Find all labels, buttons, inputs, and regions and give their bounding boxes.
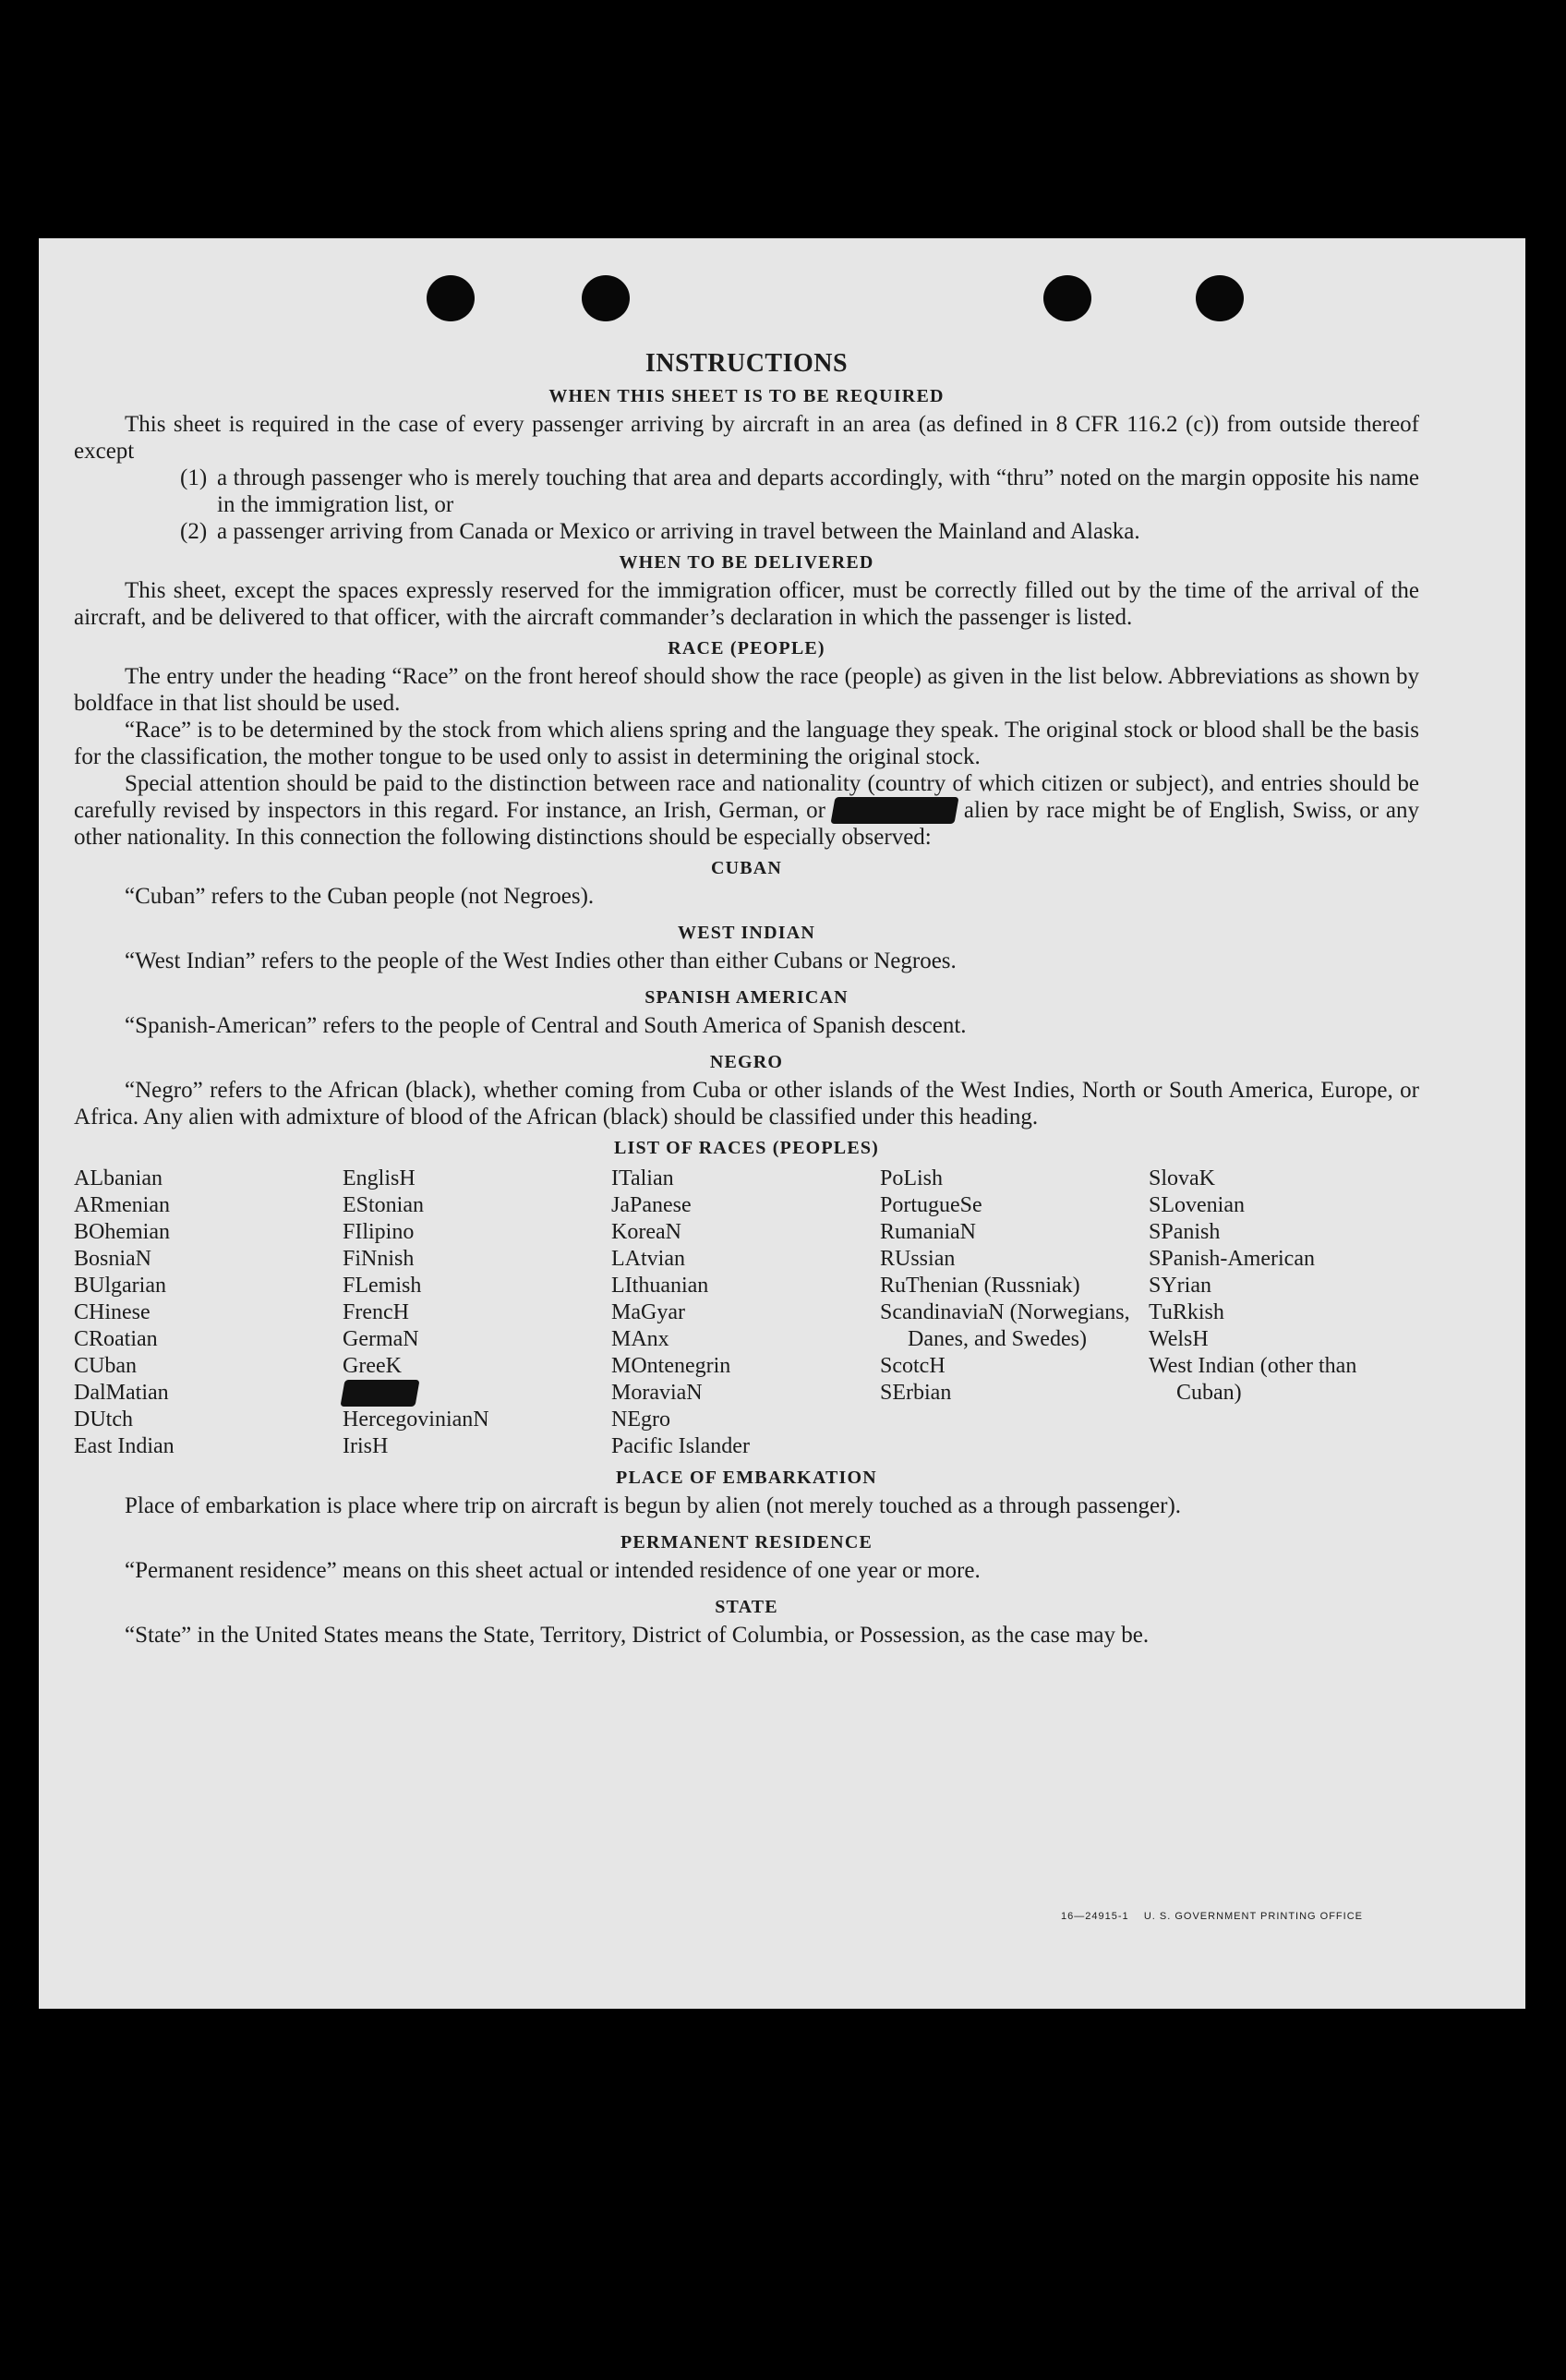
race-entry: MAnx [611, 1327, 669, 1351]
races-list [74, 1166, 1419, 1460]
races-column-2 [343, 1166, 611, 1460]
heading-embarkation: PLACE OF EMBARKATION [616, 1468, 877, 1488]
race-entry: ScotcH [880, 1354, 946, 1378]
race-entry: PoLish [880, 1166, 944, 1190]
race-entry: ALbanian [74, 1166, 163, 1190]
heading-permanent-residence: PERMANENT RESIDENCE [620, 1532, 873, 1552]
state-text: “State” in the United States means the State, Territory, District of Columbia, or Possession, as the case may be. [125, 1623, 1150, 1648]
race-entry: IrisH [343, 1434, 389, 1458]
race-entry: FIlipino [343, 1220, 415, 1244]
document-body [74, 349, 1419, 1649]
race-entry: MaGyar [611, 1300, 685, 1324]
race-entry: RumaniaN [880, 1220, 976, 1244]
race-entry: EStonian [343, 1193, 424, 1217]
punch-hole [1196, 275, 1244, 321]
race-entry: BUlgarian [74, 1274, 166, 1298]
race-entry: ITalian [611, 1166, 674, 1190]
race-paragraph-1: The entry under the heading “Race” on the front hereof should show the race (people) as given in the list below. Abbreviations as shown by boldface in that list should be used. [74, 664, 1419, 716]
instruction-sheet [39, 238, 1525, 2009]
race-entry: BOhemian [74, 1220, 170, 1244]
race-entry: West Indian (other than Cuban) [1149, 1354, 1357, 1405]
cuban-text: “Cuban” refers to the Cuban people (not Negroes). [125, 884, 595, 909]
exception-item-1 [180, 465, 1419, 518]
heading-cuban: CUBAN [710, 858, 783, 878]
race-entry: FiNnish [343, 1247, 415, 1271]
residence-text: “Permanent residence” means on this sheet actual or intended residence of one year or more. [125, 1558, 981, 1583]
race-entry: MOntenegrin [611, 1354, 731, 1378]
spanish-american-text: “Spanish-American” refers to the people of Central and South America of Spanish descent. [125, 1013, 967, 1038]
race-entry: GermaN [343, 1327, 419, 1351]
heading-state: STATE [715, 1597, 778, 1617]
race-entry: FrencH [343, 1300, 409, 1324]
race-entry-redacted [343, 1380, 611, 1407]
exception-number: (1) [180, 465, 208, 490]
races-column-4 [880, 1166, 1149, 1460]
race-entry: RuThenian (Russniak) [880, 1274, 1080, 1298]
exception-text: a passenger arriving from Canada or Mexico or arriving in travel between the Mainland and Alaska. [217, 519, 1140, 544]
race-entry: SlovaK [1149, 1166, 1215, 1190]
print-code [1061, 1911, 1363, 1922]
heading-west-indian: WEST INDIAN [678, 923, 815, 943]
race-paragraph-3-start: Special attention should be paid to the distinction between race and nationality (country of which citizen or subject), and entries should be carefully revised by inspectors in this regard. For instance, an Irish, German, or [74, 771, 1419, 823]
race-entry: JaPanese [611, 1193, 692, 1217]
punch-hole [1043, 275, 1091, 321]
race-entry: BosniaN [74, 1247, 151, 1271]
heading-race: RACE (PEOPLE) [668, 638, 825, 658]
race-entry: SPanish [1149, 1220, 1221, 1244]
negro-text: “Negro” refers to the African (black), whether coming from Cuba or other islands of the West Indies, North or South America, Europe, or Africa. Any alien with admixture of blood of the African (black) should be classified under this heading. [74, 1078, 1419, 1130]
race-entry: CRoatian [74, 1327, 158, 1351]
exception-number: (2) [180, 519, 208, 544]
race-paragraph-2: “Race” is to be determined by the stock from which aliens spring and the language they speak. The original stock or blood shall be the basis for the classification, the mother tongue to be used only to assist in determining the original stock. [74, 718, 1419, 769]
race-entry: DUtch [74, 1407, 133, 1432]
race-entry: TuRkish [1149, 1300, 1224, 1324]
race-entry: MoraviaN [611, 1381, 703, 1405]
race-entry: LIthuanian [611, 1274, 709, 1298]
embarkation-text: Place of embarkation is place where trip on aircraft is begun by alien (not merely touched as a through passenger). [125, 1493, 1182, 1518]
race-entry: SErbian [880, 1381, 952, 1405]
punch-hole [427, 275, 475, 321]
race-entry: EnglisH [343, 1166, 416, 1190]
race-entry: HercegovinianN [343, 1407, 489, 1432]
race-entry: ARmenian [74, 1193, 170, 1217]
exception-text: a through passenger who is merely touching that area and departs accordingly, with “thru” noted on the margin opposite his name in the immigration list, or [217, 465, 1419, 517]
heading-when-required: WHEN THIS SHEET IS TO BE REQUIRED [548, 386, 945, 406]
race-entry: East Indian [74, 1434, 175, 1458]
form-number: 16—24915-1 [1061, 1911, 1129, 1922]
heading-list-of-races: LIST OF RACES (PEOPLES) [613, 1138, 880, 1158]
race-entry: SLovenian [1149, 1193, 1245, 1217]
race-entry: RUssian [880, 1247, 956, 1271]
race-entry: SPanish-American [1149, 1247, 1315, 1271]
race-entry: CUban [74, 1354, 137, 1378]
west-indian-text: “West Indian” refers to the people of the West Indies other than either Cubans or Negroes. [125, 948, 957, 973]
punch-hole [582, 275, 630, 321]
race-entry: SYrian [1149, 1274, 1211, 1298]
heading-when-delivered: WHEN TO BE DELIVERED [619, 552, 874, 573]
printer-name: U. S. GOVERNMENT PRINTING OFFICE [1143, 1911, 1363, 1922]
heading-spanish-american: SPANISH AMERICAN [644, 987, 849, 1008]
page-title: INSTRUCTIONS [644, 349, 849, 378]
race-entry: CHinese [74, 1300, 151, 1324]
heading-negro: NEGRO [709, 1052, 784, 1072]
race-entry: Pacific Islander [611, 1434, 750, 1458]
race-entry: DalMatian [74, 1381, 169, 1405]
race-entry: WelsH [1149, 1327, 1209, 1351]
race-entry: FLemish [343, 1274, 422, 1298]
race-entry: LAtvian [611, 1247, 685, 1271]
race-entry: ScandinaviaN (Norwegians, Danes, and Swedes) [880, 1300, 1130, 1351]
race-paragraph-3-end: alien by race might be of English, Swiss, or any other nationality. In this connection the following distinctions should be especially observed: [74, 798, 1420, 850]
race-entry: GreeK [343, 1354, 402, 1378]
races-column-5 [1149, 1166, 1419, 1460]
delivered-text: This sheet, except the spaces expressly reserved for the immigration officer, must be correctly filled out by the time of the arrival of the aircraft, and be delivered to that officer, with the aircraft commander’s declaration in which the passenger is listed. [74, 578, 1419, 630]
redacted-word [830, 797, 958, 824]
race-entry: NEgro [611, 1407, 670, 1432]
race-entry: PortugueSe [880, 1193, 982, 1217]
race-entry: KoreaN [611, 1220, 681, 1244]
required-intro: This sheet is required in the case of every passenger arriving by aircraft in an area (as defined in 8 CFR 116.2 (c)) from outside thereof except [74, 412, 1419, 464]
exception-item-2 [180, 518, 1419, 545]
races-column-3 [611, 1166, 880, 1460]
race-paragraph-3 [74, 770, 1419, 851]
races-column-1 [74, 1166, 343, 1460]
